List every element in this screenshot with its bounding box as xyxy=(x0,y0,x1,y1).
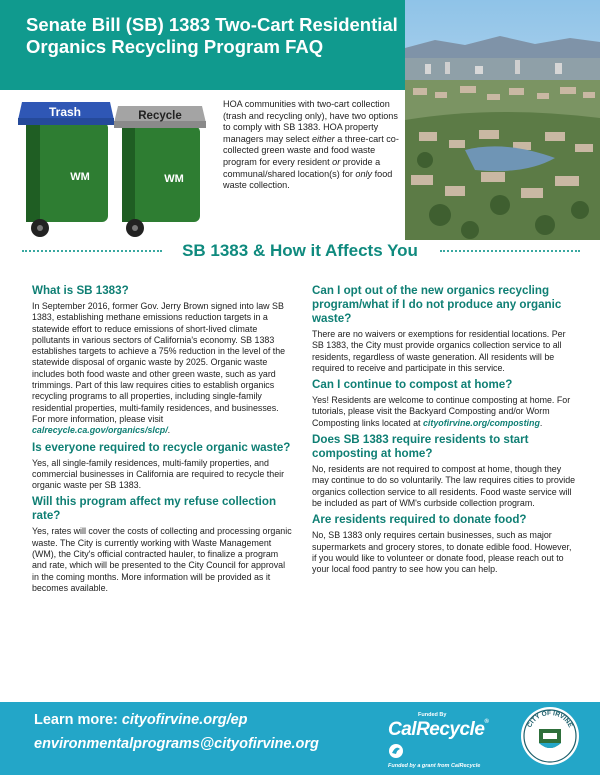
page-title xyxy=(26,14,406,58)
recycle-brand-mark: WM xyxy=(164,173,184,185)
carts-illustration xyxy=(18,90,208,238)
section-header xyxy=(0,239,600,263)
hoa-em-only: only xyxy=(355,168,373,179)
seal-text: CITY OF IRVINE xyxy=(526,709,574,729)
funded-by-label: Funded By xyxy=(418,712,447,718)
faq-heading: What is SB 1383? xyxy=(32,284,129,297)
grant-text: Funded by a grant from CalRecycle xyxy=(388,763,481,769)
faq-answer: Yes, rates will cover the costs of collecting and processing organic waste. The City is currently working with Waste Management (WM), the City's official contracted hauler, to finalize a program and rate, which will be presented to the City Council for approval in the coming months. More information will be provided as it becomes available. xyxy=(32,526,292,593)
hoa-text-1: HOA communities with two-cart collection (trash and recycling only), have two options to comply with SB 1383. HOA property managers may select xyxy=(223,99,398,144)
faq-refuse-rate xyxy=(32,495,294,594)
faq-answer-tail: . xyxy=(539,417,543,428)
faq-answer xyxy=(32,301,294,437)
calrecycle-wordmark xyxy=(388,719,506,763)
faq-everyone-required xyxy=(32,441,294,492)
faq-right-column xyxy=(312,284,577,579)
hoa-em-either: either xyxy=(311,133,335,144)
footer-learn-more xyxy=(34,712,248,728)
footer-url-link[interactable]: cityofirvine.org/ep xyxy=(121,712,248,728)
faq-heading: Will this program affect my refuse collection rate? xyxy=(32,495,277,523)
recycle-leaf-icon xyxy=(388,743,404,759)
footer-email-link[interactable]: environmentalprograms@cityofirvine.org xyxy=(34,736,319,752)
faq-heading: Are residents required to donate food? xyxy=(312,513,527,527)
hoa-em-or: or xyxy=(332,156,341,167)
composting-link[interactable]: cityofirvine.org/composting xyxy=(423,417,540,428)
trash-cart xyxy=(18,102,114,237)
faq-opt-out xyxy=(312,284,577,374)
registered-mark: ® xyxy=(484,719,489,725)
hoa-text-4: food waste collection. xyxy=(223,168,393,191)
faq-compost-at-home xyxy=(312,378,577,429)
faq-answer: There are no waivers or exemptions for residential locations. Per SB 1383, the City must provide organics collection service to all residents, regardless of waste generation. All residents will be required to receive and participate in this service. xyxy=(312,329,566,373)
faq-donate-food xyxy=(312,513,577,575)
recycle-cart xyxy=(114,106,206,237)
faq-answer-tail: . xyxy=(167,425,171,436)
title-line-1: Senate Bill (SB) 1383 Two-Cart Residential xyxy=(26,14,398,35)
faq-what-is-sb1383 xyxy=(32,284,294,437)
trash-label: Trash xyxy=(48,105,82,119)
faq-answer: Yes, all single-family residences, multi-family properties, and commercial businesses in California are required to recycle their organic waste per SB 1383. xyxy=(32,457,285,491)
footer-band xyxy=(0,702,600,775)
faq-heading: Is everyone required to recycle organic waste? xyxy=(32,440,291,454)
calrecycle-logo xyxy=(388,712,506,769)
faq-left-column xyxy=(32,284,294,598)
faq-require-composting xyxy=(312,433,577,509)
hoa-text-3: provide a communal/shared location(s) for xyxy=(223,156,381,179)
learn-more-label: Learn more: xyxy=(34,712,122,728)
calrecycle-text: CalRecycle xyxy=(388,719,485,740)
faq-answer-text: Yes! Residents are welcome to continue composting at home. For tutorials, please visit the Backyard Composting and/or Worm Composting links located at xyxy=(312,395,571,428)
recycle-label: Recycle xyxy=(138,110,182,122)
city-of-irvine-seal xyxy=(519,705,581,767)
faq-answer xyxy=(312,395,577,429)
hoa-text-2: a three-cart co-collected green waste and food waste program for every resident xyxy=(223,133,399,167)
section-title: SB 1383 & How it Affects You xyxy=(182,241,418,260)
faq-heading: Does SB 1383 require residents to start composting at home? xyxy=(312,433,529,461)
faq-heading: Can I continue to compost at home? xyxy=(312,378,513,392)
faq-answer: No, residents are not required to compost at home, though they may continue to do so voluntarily. The law requires cities to provide organics collection service to all residents. Food waste service will be included as part of WM's curbside collection program. xyxy=(312,464,576,508)
divider-right xyxy=(440,250,580,252)
hoa-paragraph xyxy=(223,99,406,192)
faq-answer-text: In September 2016, former Gov. Jerry Brown signed into law SB 1383, establishing methane emissions reduction targets in a statewide effort to reduce emissions of short-lived climate pollutants in various sectors of California's economy. SB 1383 establishes targets to achieve a 75% reduction in the level of the statewide disposal of organic waste by 2025. Organic waste includes both food waste and other green waste, such as yard trimmings. Part of this law requires cities to establish organics recycling programs to all properties, including single-family residential properties, multi-family residences, and businesses. For more information, please visit xyxy=(32,301,286,424)
calrecycle-link[interactable]: calrecycle.ca.gov/organics/slcp/ xyxy=(32,425,168,436)
trash-brand-mark: WM xyxy=(70,171,90,183)
city-aerial-photo xyxy=(405,0,600,240)
title-line-2: Organics Recycling Program FAQ xyxy=(26,36,324,57)
faq-answer: No, SB 1383 only requires certain businesses, such as major supermarkets and grocery stores, to donate edible food. However, if you would like to volunteer or donate food, please reach out to your local food pantry to see how you can help. xyxy=(312,530,572,575)
faq-heading: Can I opt out of the new organics recycling program/what if I do not produce any organic waste? xyxy=(312,284,562,325)
